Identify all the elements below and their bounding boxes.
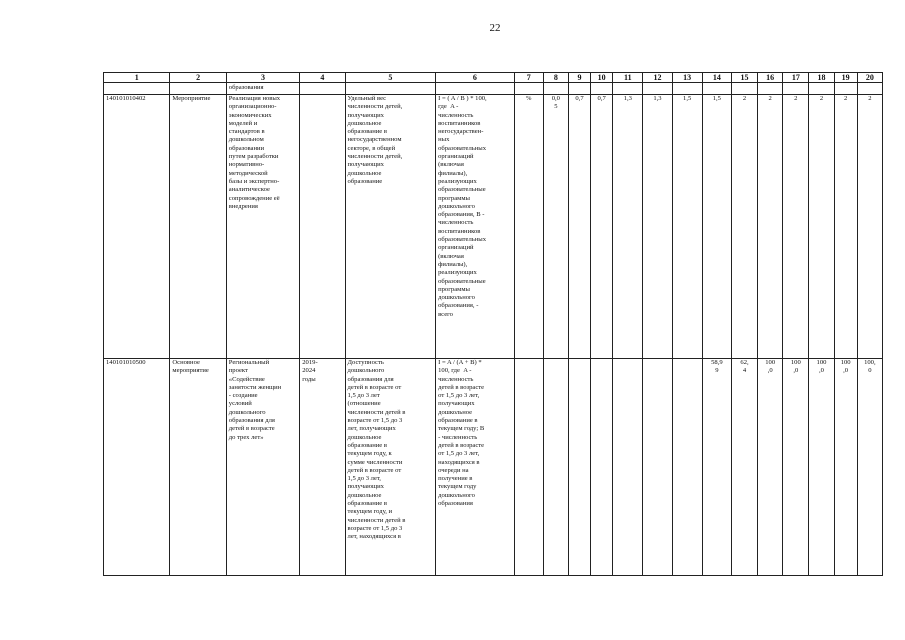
column-number: 3	[226, 73, 299, 83]
empty-cell	[809, 83, 834, 95]
column-number: 10	[591, 73, 613, 83]
period-cell: 2019- 2024 годы	[300, 359, 345, 576]
value-cell: 58,9 9	[702, 359, 731, 576]
empty-cell	[568, 83, 590, 95]
page-number: 22	[489, 22, 501, 34]
name-cell: Реализация новых организационно- экономических моделей и стандартов в дошкольном образовании путем разработки нормативно- методической базы и экспертно- аналитическое сопровождение её внедрения	[226, 95, 299, 359]
value-cell: 100 ,0	[758, 359, 783, 576]
empty-cell	[436, 83, 515, 95]
column-number: 7	[514, 73, 543, 83]
value-cell	[591, 359, 613, 576]
column-number: 16	[758, 73, 783, 83]
empty-cell	[857, 83, 882, 95]
column-number: 9	[568, 73, 590, 83]
column-number: 8	[543, 73, 568, 83]
value-cell	[613, 359, 643, 576]
value-cell: 100 ,0	[809, 359, 834, 576]
empty-cell	[543, 83, 568, 95]
value-cell: 0,7	[591, 95, 613, 359]
indicator-cell: Удельный вес численности детей, получающих дошкольное образование в негосударственном секторе, в общей численности детей, получающих дошкольное образование	[345, 95, 436, 359]
column-number-row	[104, 73, 883, 83]
empty-cell	[170, 83, 226, 95]
table-row	[104, 359, 883, 576]
continuation-row	[104, 83, 883, 95]
column-number: 18	[809, 73, 834, 83]
empty-cell	[613, 83, 643, 95]
empty-cell	[672, 83, 702, 95]
value-cell	[543, 359, 568, 576]
value-cell: 100 ,0	[783, 359, 809, 576]
formula-cell: I = ( A / B ) * 100, где A - численность воспитанников негосударствен- ных образовательных организаций (включая филиалы), реализующих образовательные программы дошкольного образования, B - численность воспитанников образовательных организаций (включая филиалы), реализующих образовательные программы дошкольного образования, - всего	[436, 95, 515, 359]
code-cell: 140101010500	[104, 359, 170, 576]
column-number: 13	[672, 73, 702, 83]
column-number: 12	[643, 73, 672, 83]
column-number: 6	[436, 73, 515, 83]
empty-cell	[591, 83, 613, 95]
value-cell: 2	[758, 95, 783, 359]
continued-name-cell: образования	[226, 83, 299, 95]
empty-cell	[514, 83, 543, 95]
column-number: 2	[170, 73, 226, 83]
value-cell: 1,3	[643, 95, 672, 359]
column-number: 19	[834, 73, 857, 83]
type-cell: Мероприятие	[170, 95, 226, 359]
empty-cell	[834, 83, 857, 95]
column-number: 1	[104, 73, 170, 83]
indicators-table	[103, 72, 883, 576]
value-cell: 2	[857, 95, 882, 359]
empty-cell	[702, 83, 731, 95]
column-number: 11	[613, 73, 643, 83]
value-cell	[672, 359, 702, 576]
empty-cell	[300, 83, 345, 95]
indicator-cell: Доступность дошкольного образования для детей в возрасте от 1,5 до 3 лет (отношение численности детей в возрасте от 1,5 до 3 лет, получающих дошкольное образование в текущем году, к сумме численности детей в возрасте от 1,5 до 3 лет, получающих дошкольное образование в текущем году, и численности детей в возрасте от 1,5 до 3 лет, находящихся в	[345, 359, 436, 576]
empty-cell	[643, 83, 672, 95]
value-cell	[568, 359, 590, 576]
column-number: 15	[731, 73, 757, 83]
empty-cell	[731, 83, 757, 95]
value-cell: 62, 4	[731, 359, 757, 576]
value-cell: 2	[809, 95, 834, 359]
name-cell: Региональный проект «Содействие занятости женщин - создание условий дошкольного образования для детей в возрасте до трех лет»	[226, 359, 299, 576]
table-row	[104, 95, 883, 359]
empty-cell	[758, 83, 783, 95]
unit-cell: %	[514, 95, 543, 359]
code-cell: 140101010402	[104, 95, 170, 359]
column-number: 20	[857, 73, 882, 83]
formula-cell: I = A / (A + B) * 100, где A - численность детей в возрасте от 1,5 до 3 лет, получающих дошкольное образование в текущем году; B - численность детей в возрасте от 1,5 до 3 лет, находящихся в очереди на получение в текущем году дошкольного образования	[436, 359, 515, 576]
column-number: 14	[702, 73, 731, 83]
empty-cell	[104, 83, 170, 95]
column-number: 5	[345, 73, 436, 83]
value-cell: 0,0 5	[543, 95, 568, 359]
value-cell: 0,7	[568, 95, 590, 359]
value-cell: 1,3	[613, 95, 643, 359]
value-cell: 1,5	[672, 95, 702, 359]
value-cell: 2	[731, 95, 757, 359]
value-cell: 100, 0	[857, 359, 882, 576]
column-number: 17	[783, 73, 809, 83]
empty-cell	[783, 83, 809, 95]
value-cell	[643, 359, 672, 576]
value-cell: 2	[783, 95, 809, 359]
value-cell: 1,5	[702, 95, 731, 359]
value-cell: 2	[834, 95, 857, 359]
type-cell: Основное мероприятие	[170, 359, 226, 576]
value-cell: 100 ,0	[834, 359, 857, 576]
period-cell	[300, 95, 345, 359]
empty-cell	[345, 83, 436, 95]
unit-cell	[514, 359, 543, 576]
column-number: 4	[300, 73, 345, 83]
